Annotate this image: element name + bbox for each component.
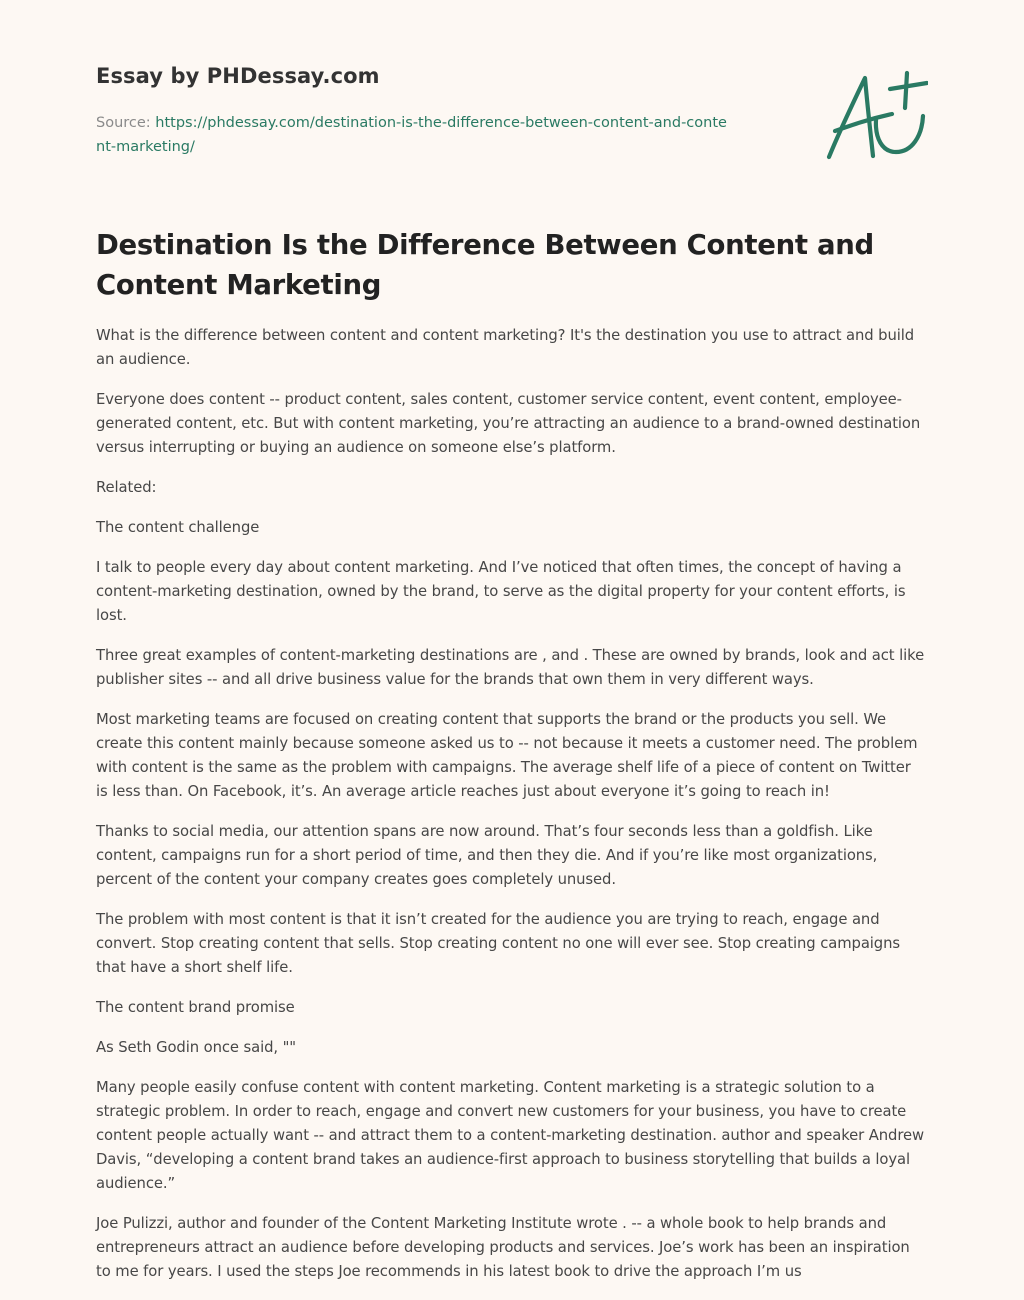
essay-paragraph: Most marketing teams are focused on creating content that supports the brand or the products you sell. We create this content mainly because someone asked us to -- not because it meets a customer need. The problem with content is the same as the problem with campaigns. The average shelf life of a piece of content on Twitter is less than. On Facebook, it’s. An average article reaches just about everyone it’s going to reach in!: [96, 711, 918, 800]
essay-paragraph: I talk to people every day about content marketing. And I’ve noticed that often times, the concept of having a content-marketing destination, owned by the brand, to serve as the digital property for your content efforts, is lost.: [96, 559, 906, 624]
essay-paragraph: Many people easily confuse content with content marketing. Content marketing is a strategic solution to a strategic problem. In order to reach, engage and convert new customers for your business, you have to create content people actually want -- and attract them to a content-marketing destination. author and speaker Andrew Davis, “developing a content brand takes an audience-first approach to business storytelling that builds a loyal audience.”: [96, 1079, 924, 1192]
essay-paragraph: Related:: [96, 479, 157, 496]
essay-paragraph: Thanks to social media, our attention spans are now around. That’s four seconds less than a goldfish. Like content, campaigns run for a short period of time, and then they die. And if you’re like most organizations, percent of the content your company creates goes completely unused.: [96, 823, 878, 888]
a-plus-logo-icon: [822, 68, 928, 164]
essay-paragraph: What is the difference between content and content marketing? It's the destination you use to attract and build an audience.: [96, 327, 915, 368]
essay-title: Destination Is the Difference Between Content and Content Marketing: [96, 229, 874, 301]
essay-body: [96, 324, 926, 1300]
essay-paragraph: Everyone does content -- product content, sales content, customer service content, event content, employee-generated content, etc. But with content marketing, you’re attracting an audience to a brand-owned destination versus interrupting or buying an audience on someone else’s platform.: [96, 391, 921, 456]
source-link[interactable]: https://phdessay.com/destination-is-the-difference-between-content-and-content-marketing/: [96, 115, 727, 155]
essay-paragraph: Three great examples of content-marketing destinations are , and . These are owned by brands, look and act like publisher sites -- and all drive business value for the brands that own them in very different ways.: [96, 647, 925, 688]
essay-paragraph: The content brand promise: [96, 999, 295, 1016]
essay-paragraph: The content challenge: [96, 519, 260, 536]
essay-paragraph: As Seth Godin once said, "": [96, 1039, 296, 1056]
source-line: [96, 111, 736, 159]
essay-paragraph: The problem with most content is that it isn’t created for the audience you are trying to reach, engage and convert. Stop creating content that sells. Stop creating content no one will ever see. Stop creating campaigns that have a short shelf life.: [96, 911, 900, 976]
essay-paragraph: Joe Pulizzi, author and founder of the Content Marketing Institute wrote . -- a whole book to help brands and entrepreneurs attract an audience before developing products and services. Joe’s work has been an inspiration to me for years. I used the steps Joe recommends in his latest book to drive the approach I’m us: [96, 1215, 910, 1280]
site-title: Essay by PHDessay.com: [96, 64, 380, 88]
source-label: Source:: [96, 115, 151, 131]
